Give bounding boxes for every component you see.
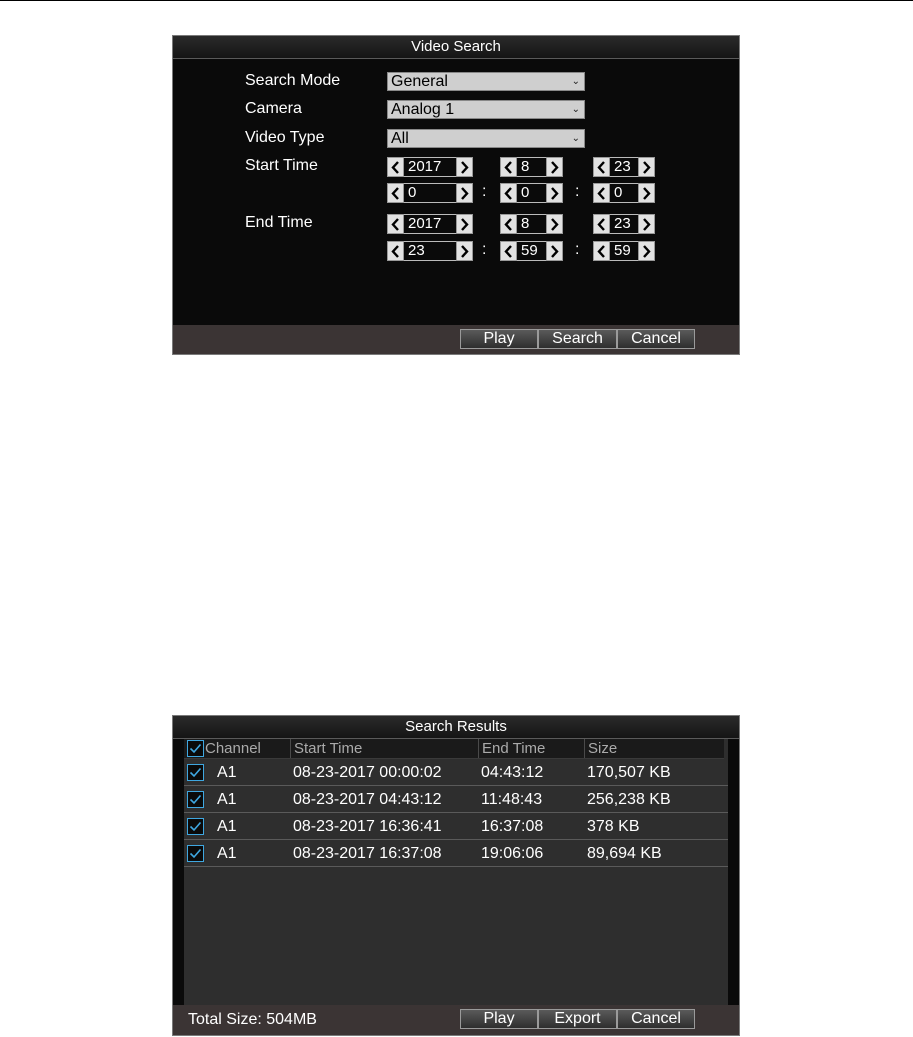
chevron-right-icon[interactable]	[456, 241, 473, 261]
end-second-spinner	[593, 241, 655, 261]
start-month-spinner	[500, 157, 563, 177]
chevron-right-icon[interactable]	[456, 214, 473, 234]
export-button[interactable]: Export	[538, 1009, 617, 1029]
chevron-right-icon[interactable]	[546, 183, 563, 203]
chevron-down-icon: ⌄	[571, 104, 580, 115]
search-mode-value: General	[391, 73, 448, 90]
chevron-right-icon[interactable]	[546, 241, 563, 261]
cell-end-time: 16:37:08	[481, 818, 544, 835]
start-hour-spinner	[387, 183, 473, 203]
column-header-channel[interactable]: Channel	[205, 740, 261, 757]
chevron-left-icon[interactable]	[593, 214, 610, 234]
end-month-value[interactable]: 8	[517, 214, 546, 234]
start-time-label: Start Time	[245, 157, 318, 174]
dialog-footer	[173, 1005, 739, 1035]
cell-end-time: 04:43:12	[481, 764, 544, 781]
chevron-left-icon[interactable]	[500, 214, 517, 234]
dialog-title: Search Results	[173, 716, 739, 739]
search-results-dialog	[172, 715, 740, 1036]
video-search-dialog	[172, 35, 740, 355]
time-separator: :	[575, 241, 580, 258]
cell-start-time: 08-23-2017 00:00:02	[293, 764, 442, 781]
video-type-label: Video Type	[245, 129, 325, 146]
chevron-right-icon[interactable]	[546, 214, 563, 234]
end-hour-value[interactable]: 23	[404, 241, 456, 261]
chevron-left-icon[interactable]	[387, 214, 404, 234]
chevron-left-icon[interactable]	[593, 183, 610, 203]
end-day-value[interactable]: 23	[610, 214, 638, 234]
start-hour-value[interactable]: 0	[404, 183, 456, 203]
camera-label: Camera	[245, 100, 302, 117]
video-type-select[interactable]	[387, 129, 585, 148]
video-type-value: All	[391, 130, 409, 147]
chevron-right-icon[interactable]	[638, 214, 655, 234]
cell-start-time: 08-23-2017 04:43:12	[293, 791, 442, 808]
table-row[interactable]	[184, 759, 728, 786]
end-year-spinner	[387, 214, 473, 234]
start-minute-spinner	[500, 183, 563, 203]
time-separator: :	[575, 183, 580, 200]
chevron-down-icon: ⌄	[571, 133, 580, 144]
chevron-left-icon[interactable]	[500, 183, 517, 203]
column-header-start-time[interactable]: Start Time	[290, 739, 478, 758]
start-minute-value[interactable]: 0	[517, 183, 546, 203]
end-second-value[interactable]: 59	[610, 241, 638, 261]
cell-end-time: 19:06:06	[481, 845, 544, 862]
column-header-size[interactable]: Size	[584, 739, 724, 758]
chevron-right-icon[interactable]	[638, 241, 655, 261]
cell-channel: A1	[217, 845, 237, 862]
chevron-right-icon[interactable]	[456, 157, 473, 177]
chevron-right-icon[interactable]	[546, 157, 563, 177]
checkmark-icon	[189, 793, 202, 806]
dialog-footer	[173, 325, 739, 354]
search-mode-select[interactable]	[387, 72, 585, 91]
table-row[interactable]	[184, 840, 728, 867]
cell-size: 378 KB	[587, 818, 640, 835]
row-checkbox[interactable]	[187, 818, 204, 835]
table-row[interactable]	[184, 813, 728, 840]
time-separator: :	[482, 241, 487, 258]
end-month-spinner	[500, 214, 563, 234]
total-size-text: Total Size: 504MB	[188, 1011, 317, 1028]
chevron-left-icon[interactable]	[387, 183, 404, 203]
start-year-spinner	[387, 157, 473, 177]
start-day-spinner	[593, 157, 655, 177]
cell-end-time: 11:48:43	[481, 791, 543, 808]
cell-size: 256,238 KB	[587, 791, 671, 808]
cancel-button[interactable]: Cancel	[617, 329, 695, 349]
dialog-title: Video Search	[173, 36, 739, 59]
chevron-right-icon[interactable]	[638, 157, 655, 177]
cell-channel: A1	[217, 791, 237, 808]
search-mode-label: Search Mode	[245, 72, 341, 89]
camera-select[interactable]	[387, 100, 585, 119]
column-header-end-time[interactable]: End Time	[478, 739, 584, 758]
chevron-left-icon[interactable]	[387, 241, 404, 261]
checkmark-icon	[189, 847, 202, 860]
end-year-value[interactable]: 2017	[404, 214, 456, 234]
row-checkbox[interactable]	[187, 845, 204, 862]
end-minute-value[interactable]: 59	[517, 241, 546, 261]
end-hour-spinner	[387, 241, 473, 261]
chevron-right-icon[interactable]	[638, 183, 655, 203]
camera-value: Analog 1	[391, 101, 455, 118]
cell-size: 170,507 KB	[587, 764, 671, 781]
time-separator: :	[482, 183, 487, 200]
checkmark-icon	[189, 820, 202, 833]
start-second-spinner	[593, 183, 655, 203]
cell-start-time: 08-23-2017 16:37:08	[293, 845, 442, 862]
start-year-value[interactable]: 2017	[404, 157, 456, 177]
play-button[interactable]: Play	[460, 329, 538, 349]
row-checkbox[interactable]	[187, 764, 204, 781]
chevron-right-icon[interactable]	[456, 183, 473, 203]
chevron-left-icon[interactable]	[593, 157, 610, 177]
search-button[interactable]: Search	[538, 329, 617, 349]
play-button[interactable]: Play	[460, 1009, 538, 1029]
cell-channel: A1	[217, 818, 237, 835]
cell-channel: A1	[217, 764, 237, 781]
chevron-left-icon[interactable]	[387, 157, 404, 177]
cell-size: 89,694 KB	[587, 845, 662, 862]
top-rule	[0, 0, 913, 1]
start-second-value[interactable]: 0	[610, 183, 638, 203]
chevron-left-icon[interactable]	[500, 157, 517, 177]
chevron-left-icon[interactable]	[500, 241, 517, 261]
chevron-left-icon[interactable]	[593, 241, 610, 261]
cell-start-time: 08-23-2017 16:36:41	[293, 818, 442, 835]
chevron-down-icon: ⌄	[571, 76, 580, 87]
row-checkbox[interactable]	[187, 791, 204, 808]
end-time-label: End Time	[245, 214, 313, 231]
start-month-value[interactable]: 8	[517, 157, 546, 177]
checkmark-icon	[189, 742, 202, 755]
end-minute-spinner	[500, 241, 563, 261]
results-table	[184, 739, 728, 1006]
start-day-value[interactable]: 23	[610, 157, 638, 177]
checkmark-icon	[189, 766, 202, 779]
table-header	[184, 739, 724, 759]
end-day-spinner	[593, 214, 655, 234]
table-row[interactable]	[184, 786, 728, 813]
cancel-button[interactable]: Cancel	[617, 1009, 695, 1029]
